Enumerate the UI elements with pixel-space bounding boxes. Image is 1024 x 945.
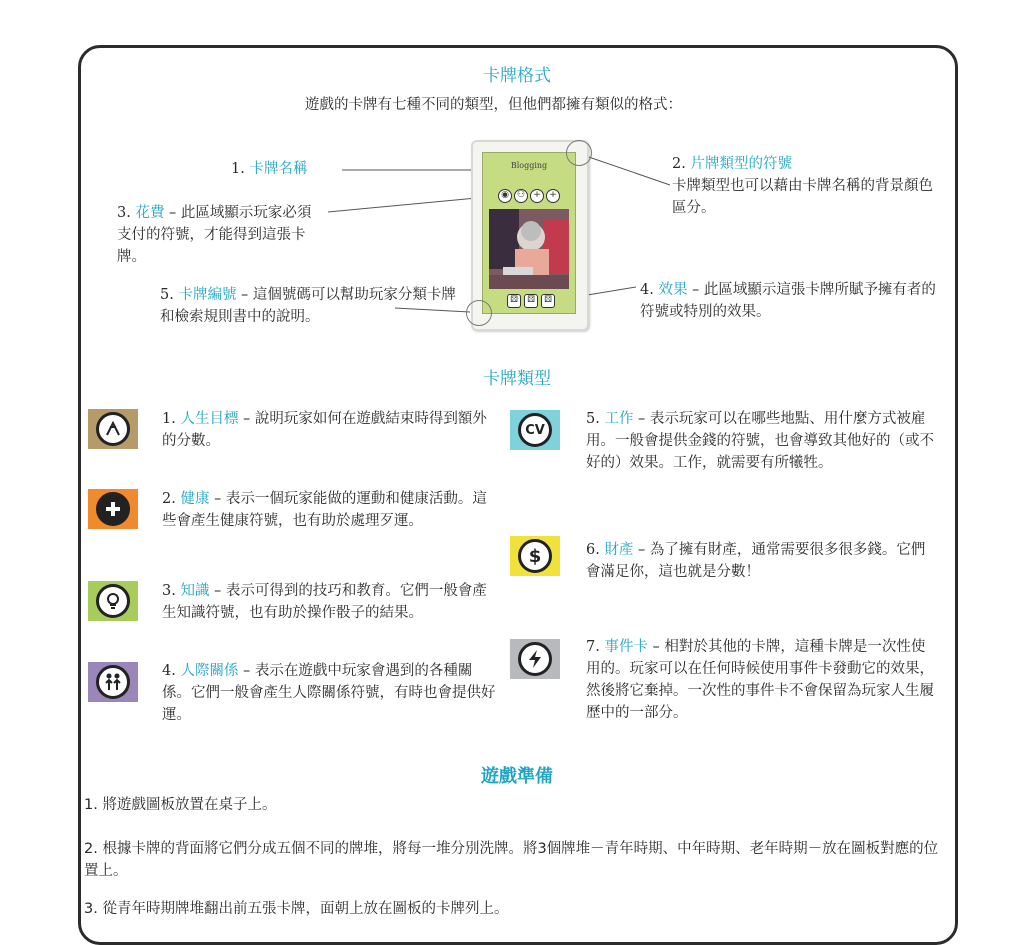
callout-cost: 3. 花費 – 此區域顯示玩家必須支付的符號，才能得到這張卡牌。 [117, 205, 312, 265]
type-knowledge-tile [88, 581, 138, 621]
setup-step-1: 1. 將遊戲圖板放置在桌子上。 [84, 797, 277, 813]
knowledge-icon: ◉ [498, 189, 512, 203]
relationship-icon [96, 665, 130, 699]
type-event-text: 7. 事件卡 – 相對於其他的卡牌，這種卡牌是一次性使用的。玩家可以在任何時候使用事件卡發動它的效果，然後將它棄掉。一次性的事件卡不會保留為玩家人生履歷中的一部分。 [586, 639, 934, 721]
health-icon: + [530, 189, 544, 203]
card-types-title: 卡牌類型 [483, 369, 551, 389]
type-job-tile [510, 410, 560, 450]
relationship-icon: ⚇ [514, 189, 528, 203]
dice-icon: ⚄ [541, 294, 555, 308]
type-health-text: 2. 健康 – 表示一個玩家能做的運動和健康活動。這些會產生健康符號，也有助於處理歹運。 [162, 491, 487, 529]
type-property-tile [510, 536, 560, 576]
type-life-goal-text: 1. 人生目標 – 說明玩家如何在遊戲結束時得到額外的分數。 [162, 411, 487, 449]
card-number-marker [466, 300, 492, 326]
knowledge-icon [96, 584, 130, 618]
type-job-text: 5. 工作 – 表示玩家可以在哪些地點、用什麼方式被雇用。一般會提供金錢的符號，也會導致其他好的（或不好的）效果。工作，就需要有所犧牲。 [586, 411, 934, 471]
card-format-intro: 遊戲的卡牌有七種不同的類型，但他們都擁有類似的格式： [305, 97, 682, 113]
sample-card-effect [501, 294, 561, 310]
sample-card-face [482, 152, 576, 314]
dice-icon: ⚄ [507, 294, 521, 308]
type-relationship-tile [88, 662, 138, 702]
health-icon: + [546, 189, 560, 203]
type-event-tile [510, 639, 560, 679]
type-relationship-text: 4. 人際關係 – 表示在遊戲中玩家會遇到的各種關係。它們一般會產生人際關係符號，有時也會提供好運。 [162, 663, 496, 723]
sample-card-art [489, 209, 569, 289]
type-property-text: 6. 財產 – 為了擁有財產，通常需要很多很多錢。它們會滿足你，這也就是分數！ [586, 542, 926, 580]
setup-step-3: 3. 從青年時期牌堆翻出前五張卡牌，面朝上放在圖板的卡牌列上。 [84, 901, 509, 917]
sample-card-name: Blogging [510, 161, 548, 170]
card-format-title: 卡牌格式 [483, 66, 551, 86]
dice-icon: ⚄ [524, 294, 538, 308]
type-knowledge-text: 3. 知識 – 表示可得到的技巧和教育。它們一般會產生知識符號，也有助於操作骰子的結果。 [162, 583, 487, 621]
callout-type-symbol: 2. 片牌類型的符號 卡牌類型也可以藉由卡牌名稱的背景顏色區分。 [672, 156, 933, 216]
type-life-goal-tile [88, 409, 138, 449]
setup-title: 遊戲準備 [481, 766, 553, 787]
cv-icon: CV [518, 413, 552, 447]
sample-card-cost [491, 189, 567, 207]
lightning-icon [518, 642, 552, 676]
setup-step-2: 2. 根據卡牌的背面將它們分成五個不同的牌堆，將每一堆分別洗牌。將3個牌堆－青年時期、中年時期、老年時期－放在圖板對應的位置上。 [84, 841, 939, 879]
callout-card-number: 5. 卡牌編號 – 這個號碼可以幫助玩家分類卡牌和檢索規則書中的說明。 [160, 287, 456, 325]
dollar-icon: $ [518, 539, 552, 573]
type-symbol-marker [566, 140, 592, 166]
sample-card [471, 140, 589, 331]
health-icon [96, 492, 130, 526]
callout-card-name: 1. 卡牌名稱 [231, 161, 308, 177]
type-health-tile [88, 489, 138, 529]
callout-effect: 4. 效果 – 此區域顯示這張卡牌所賦予擁有者的符號或特別的效果。 [640, 282, 936, 320]
life-goal-icon [96, 412, 130, 446]
